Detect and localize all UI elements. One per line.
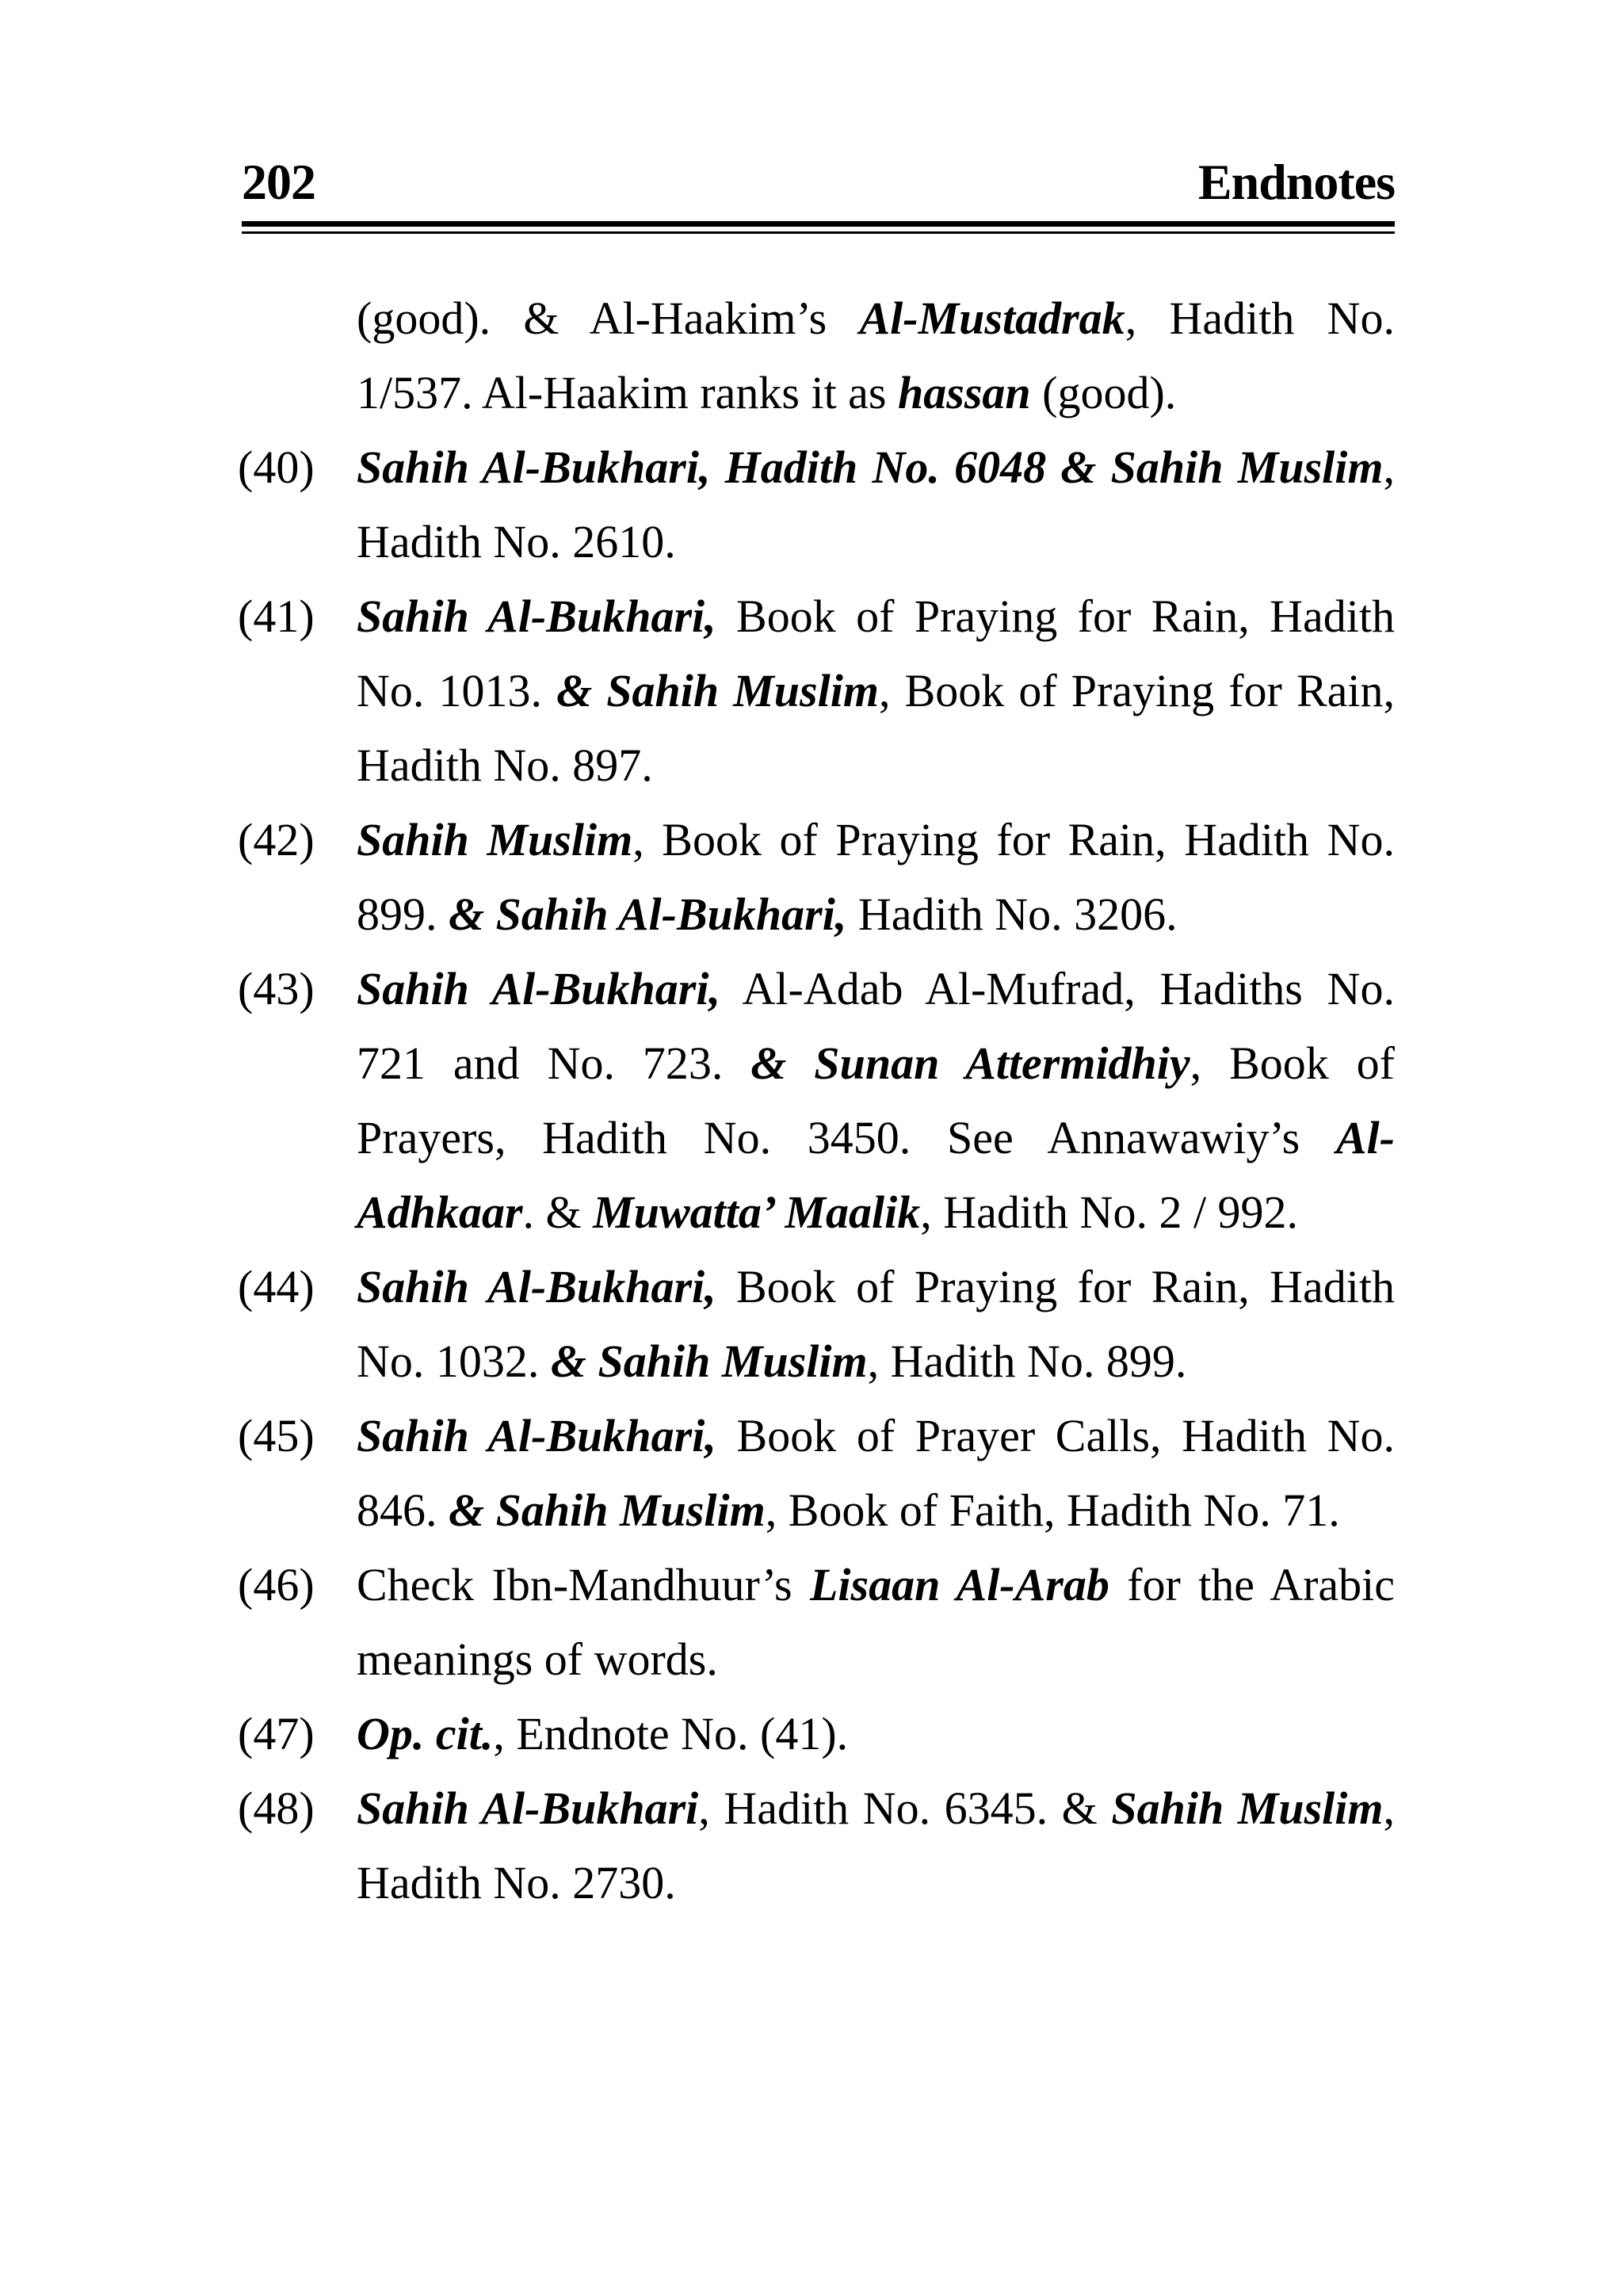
endnote-title-italic: Sahih Muslim: [1111, 1782, 1384, 1834]
endnote-title-italic: & Sunan Attermidhiy: [750, 1037, 1190, 1089]
endnote-text: [357, 803, 1395, 952]
endnote-text-segment: Check Ibn-Mandhuur’s: [357, 1559, 810, 1610]
endnote-text-segment: Book of Prayer Calls, Hadith No. 846.: [357, 1410, 1396, 1536]
endnote-title-italic: & Sahih Muslim: [556, 665, 879, 716]
endnote-text-segment: Hadith No. 3206.: [846, 888, 1178, 940]
endnote-text: [357, 430, 1395, 579]
endnote-text: [357, 1399, 1395, 1548]
endnote-text-segment: , Book of Faith, Hadith No. 71.: [765, 1484, 1340, 1536]
endnote-title-italic: & Sahih Muslim: [550, 1335, 868, 1387]
endnote-item: [238, 1399, 1395, 1548]
endnote-text: [357, 579, 1395, 803]
endnote-title-italic: Muwatta’ Maalik: [593, 1186, 921, 1238]
endnote-item: [238, 803, 1395, 952]
endnote-number: (40): [238, 441, 315, 493]
endnote-text-segment: , Book of Prayers, Hadith No. 3450. See Annawawiy’s: [357, 1037, 1395, 1163]
endnote-title-italic: hassan: [898, 367, 1031, 418]
endnote-text-segment: , Hadith No. 2730.: [357, 1782, 1396, 1908]
endnote-number: (46): [238, 1559, 315, 1610]
endnote-text-segment: , Book of Praying for Rain, Hadith No. 899.: [357, 814, 1395, 940]
endnote-number: (42): [238, 814, 315, 865]
endnote-text-segment: , Endnote No. (41).: [493, 1708, 849, 1759]
endnote-text-segment: , Hadith No. 1/537. Al-Haakim ranks it as: [357, 292, 1395, 418]
endnote-text: [357, 952, 1395, 1250]
header-rule-thin: [242, 231, 1395, 234]
endnote-number: (41): [238, 590, 315, 642]
endnote-number: (47): [238, 1708, 315, 1759]
endnote-text: [357, 1697, 1395, 1771]
endnote-title-italic: Al-Adhkaar: [357, 1112, 1395, 1238]
endnote-number: (43): [238, 963, 315, 1014]
endnote-title-italic: Sahih Al-Bukhari: [357, 1782, 699, 1834]
endnote-number: (48): [238, 1782, 315, 1834]
endnote-title-italic: Lisaan Al-Arab: [809, 1559, 1109, 1610]
endnote-text-segment: (good).: [1030, 367, 1177, 418]
section-title: Endnotes: [1197, 154, 1395, 210]
endnote-title-italic: Op. cit.: [357, 1708, 494, 1759]
endnote-item: [238, 430, 1395, 579]
endnote-text: [357, 281, 1395, 430]
endnote-text-segment: Al-Adab Al-Mufrad, Hadiths No. 721 and No. 723.: [357, 963, 1395, 1089]
endnote-title-italic: Sahih Muslim: [357, 814, 633, 865]
endnote-item: [238, 1697, 1395, 1771]
endnote-title-italic: Sahih Al-Bukhari,: [357, 963, 720, 1014]
page-header: [242, 147, 1395, 218]
endnote-text-segment: , Book of Praying for Rain, Hadith No. 897.: [357, 665, 1396, 791]
endnote-title-italic: Sahih Al-Bukhari,: [357, 590, 716, 642]
endnote-title-italic: Sahih Al-Bukhari,: [357, 1261, 716, 1312]
endnote-item: [238, 579, 1395, 803]
endnote-text-segment: , Hadith No. 899.: [867, 1335, 1187, 1387]
endnotes-list: [238, 281, 1395, 1920]
endnote-title-italic: & Sahih Muslim: [449, 1484, 766, 1536]
endnote-item: [238, 281, 1395, 430]
header-rule-thick: [242, 221, 1395, 227]
endnote-text: [357, 1771, 1395, 1920]
endnote-text-segment: for the Arabic meanings of words.: [357, 1559, 1395, 1685]
endnote-text-segment: Book of Praying for Rain, Hadith No. 1013.: [357, 590, 1395, 716]
endnote-title-italic: Sahih Al-Bukhari,: [357, 1410, 716, 1461]
endnote-title-italic: Al-Mustadrak: [859, 292, 1125, 344]
endnote-text-segment: , Hadith No. 6345. &: [698, 1782, 1112, 1834]
endnote-title-italic: Sahih Al-Bukhari, Hadith No. 6048 & Sahih Muslim: [357, 441, 1384, 493]
page-number: 202: [242, 154, 315, 210]
endnote-text: [357, 1548, 1395, 1697]
endnote-item: [238, 1548, 1395, 1697]
endnote-text-segment: (good). & Al-Haakim’s: [357, 292, 860, 344]
endnote-text-segment: Book of Praying for Rain, Hadith No. 1032.: [357, 1261, 1395, 1387]
endnote-number: (45): [238, 1410, 315, 1461]
endnote-item: [238, 1771, 1395, 1920]
endnote-title-italic: & Sahih Al-Bukhari,: [449, 888, 847, 940]
endnote-text: [357, 1250, 1395, 1399]
endnote-text-segment: , Hadith No. 2610.: [357, 441, 1395, 567]
endnote-text-segment: , Hadith No. 2 / 992.: [920, 1186, 1299, 1238]
endnote-number: (44): [238, 1261, 315, 1312]
endnote-item: [238, 1250, 1395, 1399]
endnote-item: [238, 952, 1395, 1250]
endnote-text-segment: . &: [522, 1186, 594, 1238]
